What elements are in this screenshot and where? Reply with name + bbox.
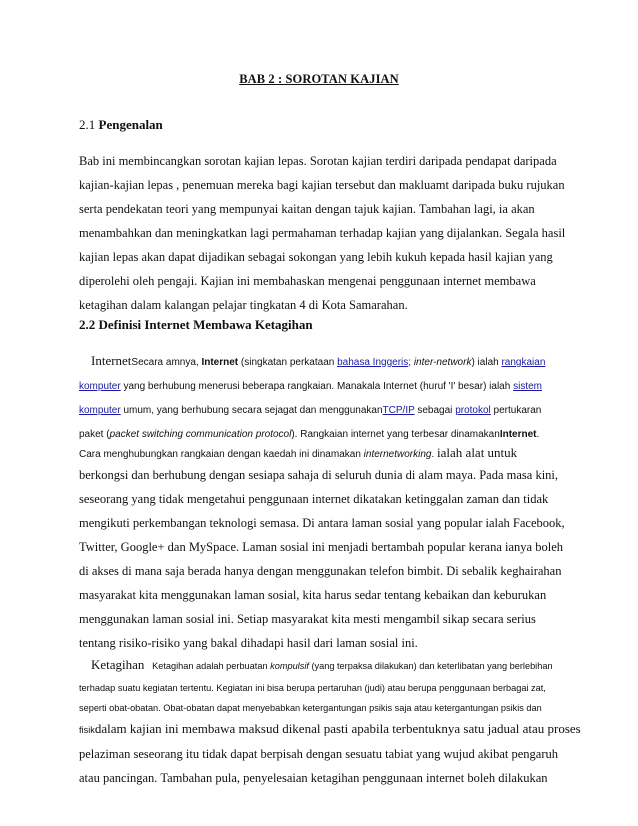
paragraph-line: Bab ini membincangkan sorotan kajian lepas. Sorotan kajian terdiri daripada pendapat daripada bbox=[79, 154, 557, 168]
paragraph-line: seseorang yang tidak mengetahui penggunaan internet dikatakan ketinggalan zaman dan tidak bbox=[79, 492, 549, 506]
paragraph-line: pelaziman seseorang itu tidak dapat berpisah dengan sesuatu tabiat yang wujud akibat pengaruh bbox=[79, 747, 559, 761]
link-rangkaian[interactable]: rangkaian bbox=[501, 357, 546, 368]
paragraph-line: paket (packet switching communication protocol). Rangkaian internet yang terbesar dinamakanInternet. bbox=[79, 429, 540, 440]
paragraph-line: diperolehi oleh pengaji. Kajian ini membahaskan mengenai penggunaan internet membawa bbox=[79, 274, 536, 288]
link-komputer[interactable]: komputer bbox=[79, 405, 121, 416]
section-number: 2.1 bbox=[79, 117, 96, 132]
paragraph-line: mengikuti perkembangan teknologi semasa. Di antara laman sosial yang popular ialah Facebook, bbox=[79, 516, 565, 530]
section-heading-2-1 bbox=[79, 117, 163, 133]
paragraph-line: masyarakat kita menggunakan laman sosial, kita harus sedar tentang kebaikan dan keburukan bbox=[79, 588, 547, 602]
link-tcp-ip[interactable]: TCP/IP bbox=[382, 405, 415, 416]
paragraph-line: ketagihan dalam kalangan pelajar tingkatan 4 di Kota Samarahan. bbox=[79, 298, 408, 312]
paragraph-line: fisikdalam kajian ini membawa maksud dikenal pasti apabila terbentuknya satu jadual atau proses bbox=[79, 721, 581, 736]
paragraph-line: seperti obat-obatan. Obat-obatan dapat menyebabkan ketergantungan psikis saja atau ketergantungan psikis dan bbox=[79, 703, 542, 713]
paragraph-line: Ketagihan Ketagihan adalah perbuatan kompulsif (yang terpaksa dilakukan) dan keterlibatan yang berlebihan bbox=[91, 657, 553, 672]
section-title: Pengenalan bbox=[98, 117, 163, 132]
paragraph-line: tentang risiko-risiko yang bakal dihadapi hasil dari laman sosial ini. bbox=[79, 636, 418, 650]
paragraph-line: kajian lepas akan dapat dijadikan sebagai sokongan yang lebih kukuh kepada hasil kajian yang bbox=[79, 250, 553, 264]
lead-word: Internet bbox=[91, 353, 132, 368]
paragraph-line: di akses di mana saja berada hanya dengan menggunakan telefon bimbit. Di sebalik keghairahan bbox=[79, 564, 562, 578]
paragraph-line: atau pancingan. Tambahan pula, penyelesaian ketagihan penggunaan internet boleh dilakukan bbox=[79, 771, 548, 785]
link-komputer[interactable]: komputer bbox=[79, 381, 121, 392]
link-bahasa-inggeris[interactable]: bahasa Inggeris bbox=[337, 357, 409, 368]
paragraph-line: terhadap suatu kegiatan tertentu. Kegiatan ini bisa berupa pertaruhan (judi) atau berupa penggunaan berbagai zat, bbox=[79, 683, 546, 693]
paragraph-line: menambahkan dan meningkatkan lagi permahaman terhadap kajian yang dijalankan. Segala hasil bbox=[79, 226, 566, 240]
paragraph-line: Twitter, Google+ dan MySpace. Laman sosial ini menjadi bertambah popular kerana ianya boleh bbox=[79, 540, 563, 554]
lead-word: Ketagihan bbox=[91, 657, 145, 672]
link-protokol[interactable]: protokol bbox=[455, 405, 491, 416]
section-heading-2-2 bbox=[79, 317, 313, 333]
link-sistem[interactable]: sistem bbox=[513, 381, 542, 392]
paragraph-line: InternetSecara amnya, Internet (singkatan perkataan bahasa Inggeris; inter-network) ialah rangkaian bbox=[91, 353, 546, 368]
section-title: 2.2 Definisi Internet Membawa Ketagihan bbox=[79, 317, 313, 332]
paragraph-line: kajian-kajian lepas , penemuan mereka bagi kajian tersebut dan makluamt daripada buku rujukan bbox=[79, 178, 565, 192]
paragraph-line: komputer yang berhubung menerusi beberapa rangkaian. Manakala Internet (huruf 'I' besar) ialah sistem bbox=[79, 381, 542, 392]
paragraph-line: menggunakan laman sosial ini. Setiap masyarakat kita mesti mengambil sikap secara serius bbox=[79, 612, 536, 626]
paragraph-line: Cara menghubungkan rangkaian dengan kaedah ini dinamakan internetworking. ialah alat untuk bbox=[79, 445, 518, 460]
paragraph-line: komputer umum, yang berhubung secara sejagat dan menggunakanTCP/IP sebagai protokol pertukaran bbox=[79, 405, 542, 416]
chapter-title: BAB 2 : SOROTAN KAJIAN bbox=[239, 72, 399, 86]
paragraph-line: berkongsi dan berhubung dengan sesiapa sahaja di seluruh dunia di alam maya. Pada masa kini, bbox=[79, 468, 559, 482]
paragraph-line: serta pendekatan teori yang mempunyai kaitan dengan tajuk kajian. Tambahan lagi, ia akan bbox=[79, 202, 535, 216]
